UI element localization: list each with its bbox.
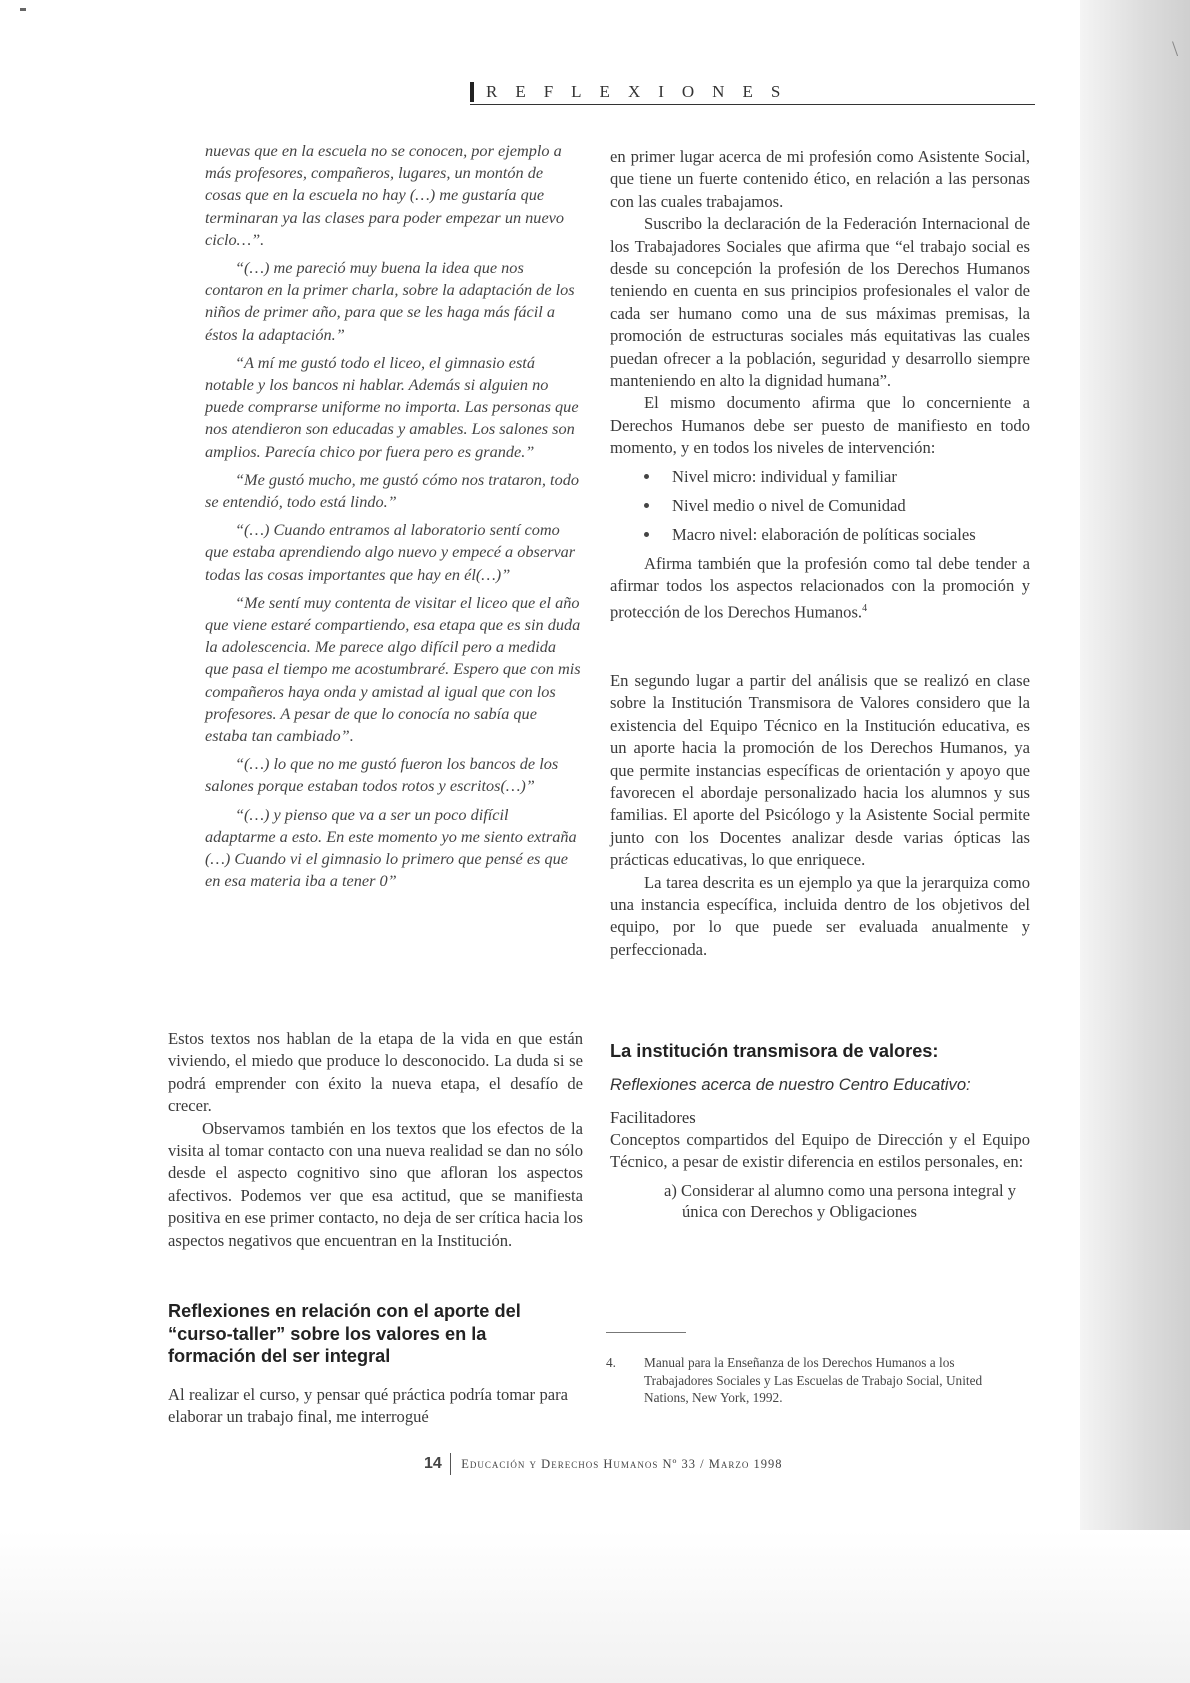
running-head (470, 80, 1035, 105)
bullet-icon (644, 474, 649, 479)
paragraph-visit-effects: Observamos también en los textos que los efectos de la visita al tomar contacto con una nueva realidad se dan no sólo desde el aspecto cognitivo sino que afloran los aspectos afectivos. Podemos ver que esa actitud, que se manifiesta positiva en ese primer contacto, no deja de ser crítica hacia los aspectos negativos que encuentran en la Institución. (168, 1118, 583, 1250)
left-section (168, 1300, 568, 1428)
intervention-levels-list (610, 462, 1030, 549)
paragraph-equipo-tecnico: En segundo lugar a partir del análisis que se realizó en clase sobre la Institución Transmisora de Valores considero que la existencia del Equipo Técnico en la Institución educativa, es un aporte hacia la promoción de los Derechos Humanos, ya que permite instancias específicas de orientación y apoyo que favorecen el abordaje personalizado hacia los alumnos y sus familias. El aporte del Psicólogo y la Asistente Social permite junto con los Docentes analizar desde varias ópticas las prácticas educativas, lo que enriquece. (610, 671, 1030, 870)
bullet-icon (644, 532, 649, 537)
paragraph-federacion: Suscribo la declaración de la Federación Internacional de los Trabajadores Sociales que afirma que “el trabajo social es desde su concepción la profesión de los Derechos Humanos teniendo en cuenta en sus principios profesionales el valor de cada ser humano como una de sus máximas premisas, la promoción de estructuras sociales más equitativas las cuales puedan ofrecer a la población, seguridad y desarrollo siempre manteniendo en alto la dignidad humana”. (610, 214, 1030, 391)
quote-2: “(…) me pareció muy buena la idea que nos contaron en la primer charla, sobre la adaptación de los niños de primer año, para que se les haga más fácil a éstos la adaptación.” (205, 258, 575, 344)
section-heading-curso-taller: Reflexiones en relación con el aporte del “curso-taller” sobre los valores en la formación del ser integral (168, 1301, 521, 1366)
footer-separator (450, 1453, 452, 1475)
page-edge-shadow (1080, 0, 1190, 1683)
quote-3: “A mí me gustó todo el liceo, el gimnasio está notable y los bancos ni hablar. Además si alguien no puede comprarse uniforme no importa. Las personas que nos atendieron son educadas y amables. Los salones son amplios. Parecía chico por fuera pero es grande.” (205, 352, 579, 461)
corner-mark-icon: \ (1172, 36, 1179, 61)
paragraph-niveles: El mismo documento afirma que lo concerniente a Derechos Humanos debe ser puesto de manifiesto en todo momento, y en todos los niveles de intervención: (610, 393, 1030, 458)
list-item-a: a) Considerar al alumno como una persona integral y única con Derechos y Obligaciones (664, 1180, 1017, 1222)
page-bottom-shade (0, 1530, 1190, 1683)
footnote (606, 1354, 1016, 1407)
running-head-bar (470, 82, 474, 102)
paragraph-tarea: La tarea descrita es un ejemplo ya que la jerarquiza como una instancia específica, incluida dentro de los objetivos del equipo, por lo que puede ser evaluada anualmente y perfeccionada. (610, 872, 1030, 959)
paragraph-fear-of-unknown: Estos textos nos hablan de la etapa de la vida en que están viviendo, el miedo que produce lo desconocido. La duda si se podrá emprender con éxito la nueva etapa, el desafío de crecer. (168, 1029, 583, 1116)
list-item: Nivel micro: individual y familiar (644, 462, 1030, 491)
footnote-number: 4. (606, 1355, 616, 1370)
footnote-divider (606, 1332, 686, 1333)
page-number: 14 (424, 1455, 442, 1472)
section-heading-institucion: La institución transmisora de valores: (610, 1041, 939, 1061)
quote-7: “(…) lo que no me gustó fueron los bancos de los salones porque estaban todos rotos y escritos(…)” (205, 754, 559, 796)
paragraph-profesion: en primer lugar acerca de mi profesión como Asistente Social, que tiene un fuerte contenido ético, en relación a las personas con las cuales trabajamos. (610, 147, 1030, 211)
right-column (610, 146, 1030, 623)
student-quotes (168, 140, 583, 893)
quote-8: “(…) y pienso que va a ser un poco difícil adaptarme a esto. En este momento yo me siento extraña (…) Cuando vi el gimnasio lo primero que pensé es que en esa materia iba a tener 0” (205, 804, 577, 891)
left-column-body (168, 1028, 583, 1252)
quote-1: nuevas que en la escuela no se conocen, por ejemplo a más profesores, compañeros, lugares, un montón de cosas que en la escuela no hay (…) me gustaría que terminaran ya las clases para poder empezar un nuevo ciclo…”. (205, 141, 565, 249)
quote-4: “Me gustó mucho, me gustó cómo nos trataron, todo se entendió, todo está lindo.” (205, 469, 580, 512)
paragraph-afirma: Afirma también que la profesión como tal debe tender a afirmar todos los aspectos relacionados con la promoción y protección de los Derechos Humanos.$^4$ (610, 553, 1030, 622)
list-item: Macro nivel: elaboración de políticas sociales (644, 520, 1030, 549)
left-column (168, 140, 583, 893)
right-column-middle (610, 670, 1030, 961)
list-item: Nivel medio o nivel de Comunidad (644, 491, 1030, 520)
quote-5: “(…) Cuando entramos al laboratorio sentí como que estaba aprendiendo algo nuevo y empecé a observar todas las cosas importantes que hay en él(…)” (205, 520, 576, 584)
right-section (610, 1040, 1030, 1223)
running-head-title: REFLEXIONES (486, 82, 799, 101)
heading-facilitadores: Facilitadores (610, 1108, 696, 1127)
scan-speck (20, 8, 26, 11)
paragraph-conceptos: Conceptos compartidos del Equipo de Dirección y el Equipo Técnico, a pesar de existir diferencia en estilos personales, en: (610, 1130, 1030, 1172)
journal-name: Educación y Derechos Humanos Nº 33 / Marzo 1998 (461, 1456, 783, 1471)
footnote-text: Manual para la Enseñanza de los Derechos Humanos a los Trabajadores Sociales y Las Escuelas de Trabajo Social, United Nations, New York, 1992. (644, 1355, 983, 1405)
quote-6: “Me sentí muy contenta de visitar el liceo que el año que viene estaré compartiendo, esa etapa que es sin duda la adolescencia. Me parece algo difícil pero a medida que pasa el tiempo me acostumbraré. Espero que con mis compañeros haya onda y amistad al igual que con los profesores. A pesar de que lo conocía no sabía que estaba tan cambiado”. (205, 592, 581, 746)
sub-heading-centro: Reflexiones acerca de nuestro Centro Educativo: (610, 1074, 971, 1094)
paragraph-curso: Al realizar el curso, y pensar qué práctica podría tomar para elaborar un trabajo final, me interrogué (168, 1384, 568, 1426)
footnote-ref: 4 (862, 602, 868, 614)
page-footer (424, 1452, 783, 1476)
bullet-icon (644, 503, 649, 508)
